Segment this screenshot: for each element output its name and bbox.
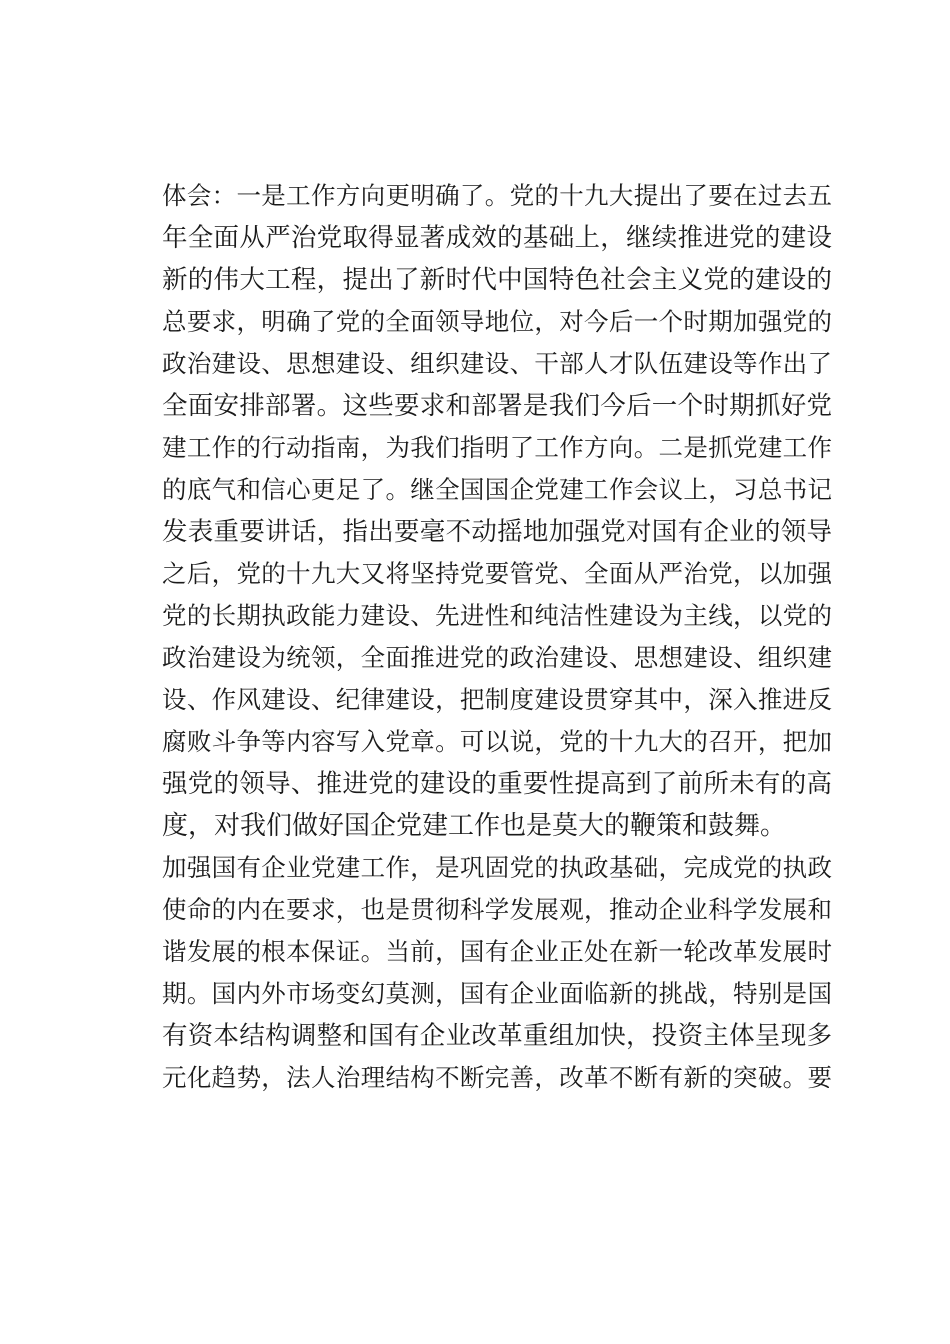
text-line: 建工作的行动指南，为我们指明了工作方向。二是抓党建工作 bbox=[162, 433, 832, 462]
text-line: 使命的内在要求，也是贯彻科学发展观，推动企业科学发展和 bbox=[162, 895, 832, 924]
text-line: 发表重要讲话，指出要毫不动摇地加强党对国有企业的领导 bbox=[162, 517, 832, 547]
text-line: 期。国内外市场变幻莫测，国有企业面临新的挑战，特别是国 bbox=[162, 979, 832, 1008]
text-line: 之后，党的十九大又将坚持党要管党、全面从严治党，以加强 bbox=[162, 559, 832, 588]
document-body bbox=[162, 175, 832, 1099]
text-line: 元化趋势，法人治理结构不断完善，改革不断有新的突破。要 bbox=[162, 1063, 832, 1092]
text-line: 政治建设为统领，全面推进党的政治建设、思想建设、组织建 bbox=[162, 643, 832, 672]
text-line: 政治建设、思想建设、组织建设、干部人才队伍建设等作出了 bbox=[162, 349, 832, 378]
text-line: 有资本结构调整和国有企业改革重组加快，投资主体呈现多 bbox=[162, 1021, 832, 1051]
text-line: 谐发展的根本保证。当前，国有企业正处在新一轮改革发展时 bbox=[162, 937, 832, 966]
text-line: 年全面从严治党取得显著成效的基础上，继续推进党的建设 bbox=[162, 223, 832, 253]
text-line: 党的长期执政能力建设、先进性和纯洁性建设为主线，以党的 bbox=[162, 601, 832, 630]
text-line: 体会：一是工作方向更明确了。党的十九大提出了要在过去五 bbox=[162, 181, 832, 210]
text-line: 全面安排部署。这些要求和部署是我们今后一个时期抓好党 bbox=[162, 391, 832, 421]
text-line: 总要求，明确了党的全面领导地位，对今后一个时期加强党的 bbox=[162, 307, 832, 336]
text-line: 度，对我们做好国企党建工作也是莫大的鞭策和鼓舞。 bbox=[162, 811, 787, 841]
text-line: 设、作风建设、纪律建设，把制度建设贯穿其中，深入推进反 bbox=[162, 685, 832, 714]
text-line: 腐败斗争等内容写入党章。可以说，党的十九大的召开，把加 bbox=[162, 727, 832, 756]
text-line: 加强国有企业党建工作，是巩固党的执政基础，完成党的执政 bbox=[162, 853, 832, 882]
paragraph-1 bbox=[162, 175, 832, 847]
text-line: 的底气和信心更足了。继全国国企党建工作会议上，习总书记 bbox=[162, 475, 832, 504]
paragraph-2 bbox=[162, 847, 832, 1099]
text-line: 强党的领导、推进党的建设的重要性提高到了前所未有的高 bbox=[162, 769, 832, 799]
text-line: 新的伟大工程，提出了新时代中国特色社会主义党的建设的 bbox=[162, 265, 832, 295]
